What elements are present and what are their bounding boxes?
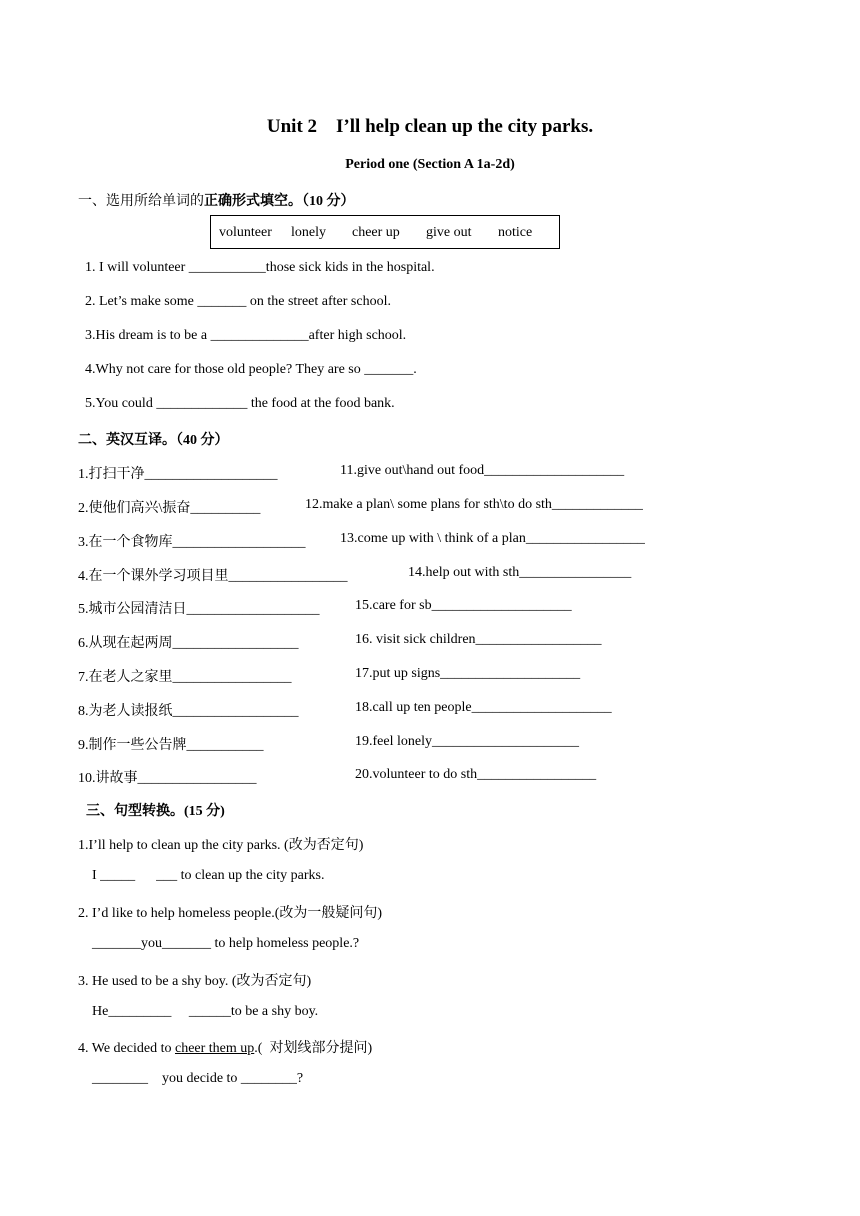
word-bank-item: notice (498, 225, 533, 240)
transform-question-4 (78, 1037, 372, 1057)
translate-right-18: 18.call up ten people____________________ (355, 700, 612, 715)
translate-left-6: 6.从现在起两周__________________ (78, 636, 299, 651)
transform-question-2: 2. I’d like to help homeless people.(改为一般疑问句) (78, 906, 383, 921)
translate-right-13: 13.come up with \ think of a plan_________________ (340, 531, 645, 546)
question-4-text-before: 4. We decided to (78, 1041, 175, 1056)
fill-blank-item-4: 4.Why not care for those old people? They are so _______. (85, 362, 417, 377)
translate-right-14: 14.help out with sth________________ (408, 565, 632, 580)
fill-blank-item-2: 2. Let’s make some _______ on the street after school. (85, 294, 391, 309)
translate-right-15: 15.care for sb____________________ (355, 598, 572, 613)
translate-left-7: 7.在老人之家里_________________ (78, 670, 292, 685)
translate-left-5: 5.城市公园清洁日___________________ (78, 602, 320, 617)
transform-answer-4: ________ you decide to ________? (92, 1071, 304, 1086)
translate-right-16: 16. visit sick children__________________ (355, 632, 602, 647)
question-4-underlined-part: cheer them up (174, 1041, 255, 1056)
question-4-text-after: .( 对划线部分提问) (254, 1041, 373, 1056)
word-bank-item: give out (426, 225, 472, 240)
translate-right-11: 11.give out\hand out food____________________ (340, 463, 625, 478)
translate-left-10: 10.讲故事_________________ (78, 771, 257, 786)
word-bank-item: lonely (291, 225, 326, 240)
translate-left-8: 8.为老人读报纸__________________ (78, 704, 299, 719)
transform-question-1: 1.I’ll help to clean up the city parks. (改为否定句) (78, 838, 364, 853)
transform-answer-1: I _____ ___ to clean up the city parks. (92, 868, 325, 883)
word-bank-box (210, 215, 560, 249)
word-bank-item: cheer up (352, 225, 400, 240)
section1-heading-prefix: 一、选用所给单词的 (78, 194, 204, 209)
translate-left-4: 4.在一个课外学习项目里_________________ (78, 569, 348, 584)
section1-heading (78, 190, 355, 210)
translate-left-1: 1.打扫干净___________________ (78, 467, 278, 482)
translate-right-19: 19.feel lonely_____________________ (355, 734, 579, 749)
fill-blank-item-5: 5.You could _____________ the food at the food bank. (85, 396, 395, 411)
transform-question-3: 3. He used to be a shy boy. (改为否定句) (78, 974, 312, 989)
translate-left-2: 2.使他们高兴\振奋__________ (78, 501, 261, 516)
section2-heading: 二、英汉互译。（40 分） (78, 433, 229, 448)
section1-heading-bold: 正确形式填空。（10 分） (204, 194, 355, 209)
page-title: Unit 2 I’ll help clean up the city parks. (266, 116, 594, 137)
translate-right-20: 20.volunteer to do sth_________________ (355, 767, 597, 782)
fill-blank-item-3: 3.His dream is to be a ______________after high school. (85, 328, 407, 343)
transform-answer-3: He_________ ______to be a shy boy. (92, 1004, 319, 1019)
translate-left-9: 9.制作一些公告牌___________ (78, 738, 264, 753)
translate-right-12: 12.make a plan\ some plans for sth\to do sth_____________ (305, 497, 643, 512)
fill-blank-item-1: 1. I will volunteer ___________those sick kids in the hospital. (85, 260, 435, 275)
word-bank-item: volunteer (219, 225, 272, 240)
transform-answer-2: _______you_______ to help homeless people.? (92, 936, 360, 951)
translate-left-3: 3.在一个食物库___________________ (78, 535, 306, 550)
page-subtitle: Period one (Section A 1a-2d) (345, 157, 515, 172)
section3-heading: 三、句型转换。(15 分) (86, 804, 225, 819)
translate-right-17: 17.put up signs____________________ (355, 666, 581, 681)
